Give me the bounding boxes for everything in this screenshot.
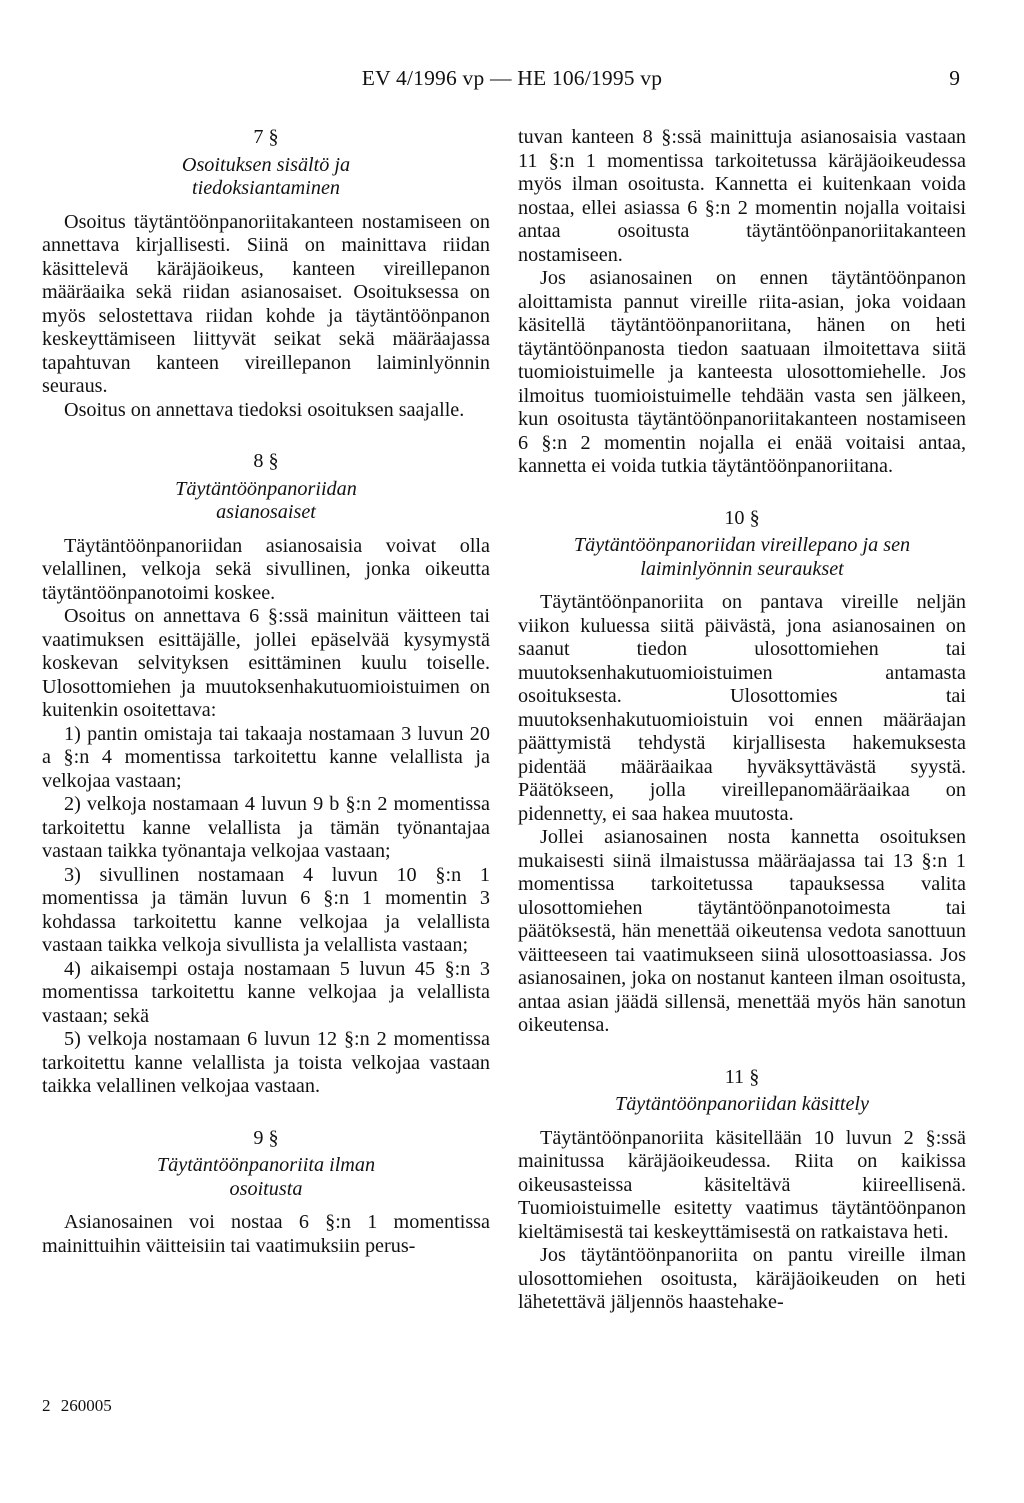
section-10-title (518, 534, 966, 581)
section-9-title-line-1: Täytäntöönpanoriita ilman (156, 1154, 376, 1176)
spacer (518, 479, 966, 507)
section-7-title-line-1: Osoituksen sisältö ja (181, 153, 351, 176)
section-11-title-line-1: Täytäntöönpanoriidan käsittely (614, 1093, 869, 1115)
section-8-title-line-1: Täytäntöönpanoriidan (175, 477, 357, 500)
spacer (42, 422, 490, 450)
section-8-item-4: 4) aikaisempi ostaja nostamaan 5 luvun 45 §:n 3 momentissa tarkoitettu kanne velkojaa ja velallista vastaan; sekä (42, 957, 490, 1027)
section-8-paragraph-2: Osoitus on annettava 6 §:ssä mainitun väitteen tai vaatimuksen esittäjälle, jollei epäselvää kysymystä koskevan selvityksen esittäminen kuulu toiselle. Ulosottomiehen ja muutoksenhakutuomioistuimen on kuitenkin osoitettava: (42, 605, 490, 721)
section-10-number: 10 § (724, 506, 760, 529)
section-9-title (42, 1154, 490, 1201)
section-7-number: 7 § (253, 126, 279, 148)
section-11-paragraph-2: Jos täytäntöönpanoriita on pantu vireille ilman ulosottomiehen osoitusta, käräjäoikeuden on heti lähetettävä jäljennös haastehake- (518, 1244, 966, 1313)
section-8-item-2: 2) velkoja nostamaan 4 luvun 9 b §:n 2 momentissa tarkoitettu kanne velallista ja tämän työnantajaa vastaan taikka työnantaja velkojaa vastaan; (42, 793, 490, 862)
section-9-number: 9 § (253, 1126, 279, 1149)
right-column (518, 126, 966, 1315)
section-8-number: 8 § (253, 450, 279, 472)
section-7-title (42, 154, 490, 201)
spacer (42, 1099, 490, 1127)
section-7-paragraph-2: Osoitus on annettava tiedoksi osoituksen saajalle. (64, 398, 465, 421)
section-8-item-5: 5) velkoja nostamaan 6 luvun 12 §:n 2 momentissa tarkoitettu kanne velallista ja toista velkojaa vastaan taikka velallinen velkojaa vastaan. (42, 1028, 490, 1097)
document-reference: EV 4/1996 vp — HE 106/1995 vp (361, 66, 663, 90)
left-column (42, 126, 490, 1258)
section-10-paragraph-1: Täytäntöönpanoriita on pantava vireille neljän viikon kuluessa siitä päivästä, jona asianosainen on saanut tiedon ulosottomiehen tai muutoksenhakutuomioistuimen antamasta osoituksesta. Ulosottomies tai muutoksenhakutuomioistuin voi ennen määräajan päättymistä tehdystä kirjallisesta hakemuksesta pidentää määräaikaa hyväksyttävästä syystä. Päätökseen, jolla vireillepanomääräaikaa on pidennetty, ei saa hakea muutosta. (518, 591, 966, 825)
section-11-number: 11 § (724, 1065, 760, 1088)
section-9-continuation-paragraph-2: Jos asianosainen on ennen täytäntöönpanon aloittamista pannut vireille riita-asian, joka voidaan käsitellä täytäntöönpanoriitana, hänen on heti täytäntöönpanosta tiedon saatuaan ilmoitettava siitä tuomioistuimelle ja kanteesta ulosottomiehelle. Jos ilmoitus tuomioistuimelle tehdään vasta sen jälkeen, kun osoitusta täytäntöönpanoriitakanteen nostamiseen 6 §:n 2 momentin nojalla ei enää voitaisi antaa, kannetta ei voida tutkia täytäntöönpanoriitana. (518, 267, 966, 477)
section-10-title-line-2: laiminlyönnin seuraukset (640, 557, 844, 580)
section-10-title-line-1: Täytäntöönpanoriidan vireillepano ja sen (573, 534, 911, 556)
spacer (518, 1038, 966, 1066)
section-8-item-1: 1) pantin omistaja tai takaaja nostamaan 3 luvun 20 a §:n 4 momentissa tarkoitettu kanne velallista ja velkojaa vastaan; (42, 722, 490, 792)
section-8-item-3: 3) sivullinen nostamaan 4 luvun 10 §:n 1 momentissa ja tämän luvun 6 §:n 1 momentin 3 kohdassa tarkoitettu kanne velkojaa ja velallista vastaan taikka velkoja sivullista ja velallista vastaan; (42, 863, 490, 956)
section-7-paragraph-1: Osoitus täytäntöönpanoriitakanteen nostamiseen on annettava kirjallisesti. Siinä on mainittava riidan käsittelevä käräjäoikeus, kanteen vireillepanon määräaika sekä riidan asianosaiset. Osoituksessa on myös selostettava riidan kohde ja täytäntöönpanon keskeyttämiseen liittyvät seikat sekä määräajassa tapahtuvan kanteen vireillepanon laiminlyönnin seuraus. (42, 210, 490, 397)
section-11-paragraph-1: Täytäntöönpanoriita käsitellään 10 luvun 2 §:ssä mainitussa käräjäoikeudessa. Riita on kaikissa oikeusasteissa käsiteltävä kiireellisenä. Tuomioistuimelle esitetty vaatimus täytäntöönpanon kieltämisestä tai keskeyttämisestä on ratkaistava heti. (518, 1126, 966, 1243)
section-9-paragraph-1: Asianosainen voi nostaa 6 §:n 1 momentissa mainittuihin väitteisiin tai vaatimuksiin perus- (42, 1211, 490, 1257)
section-8-title-line-2: asianosaiset (216, 501, 316, 523)
section-10-paragraph-2: Jollei asianosainen nosta kannetta osoituksen mukaisesti siinä ilmaistussa määräajassa tai 13 §:n 1 momentissa tarkoitetussa tapauksessa valita ulosottomiehen täytäntöönpanotoimesta tai päätöksestä, hän menettää oikeutensa vedota sanottuun väitteeseen tai vaatimukseen siinä ulosottoasiassa. Jos asianosainen, joka on nostanut kanteen ilman osoitusta, antaa asian jäädä sillensä, menettää myös hän sanotun oikeutensa. (518, 826, 966, 1036)
section-11-title (518, 1093, 966, 1117)
page-header (0, 66, 1024, 96)
section-9-title-line-2: osoitusta (229, 1177, 303, 1200)
page-number: 9 (949, 66, 960, 90)
print-code: 2 260005 (42, 1396, 112, 1415)
section-8-paragraph-1: Täytäntöönpanoriidan asianosaisia voivat olla velallinen, velkoja sekä sivullinen, jonka oikeutta täytäntöönpanotoimi koskee. (42, 534, 490, 604)
section-8-title (42, 478, 490, 525)
section-7-title-line-2: tiedoksiantaminen (191, 177, 340, 199)
section-9-continuation-paragraph-1: tuvan kanteen 8 §:ssä mainittuja asianosaisia vastaan 11 §:n 1 momentissa tarkoitetussa käräjäoikeudessa myös ilman osoitusta. Kannetta ei kuitenkaan voida nostaa, ellei asiassa 6 §:n 2 momentin nojalla voitaisi antaa osoitusta täytäntöönpanoriitakanteen nostamiseen. (518, 126, 966, 266)
